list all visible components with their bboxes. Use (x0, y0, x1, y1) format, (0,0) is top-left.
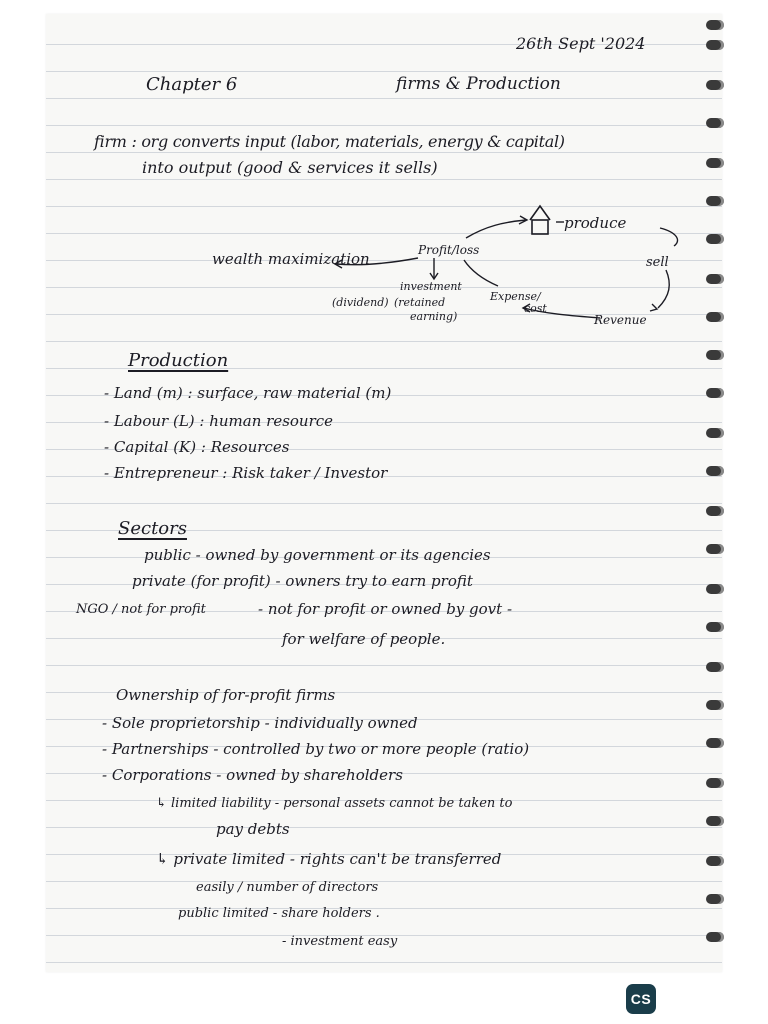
sector-public: public - owned by government or its agencies (144, 546, 491, 564)
firm-flow-diagram (46, 14, 722, 344)
sector-private: private (for profit) - owners try to earn profit (132, 572, 473, 590)
production-item-capital: - Capital (K) : Resources (104, 438, 290, 456)
camscanner-logo-icon: CS (626, 984, 656, 1014)
produce-label: produce (564, 214, 627, 232)
ownership-limited-liability: ↳ limited liability - personal assets cannot be taken to (156, 796, 513, 811)
ownership-public-limited: public limited - share holders . (178, 906, 380, 921)
firm-definition-line1: firm : org converts input (labor, materials, energy & capital) (94, 132, 565, 151)
house-icon (530, 206, 550, 234)
ownership-easily: easily / number of directors (196, 880, 379, 895)
revenue-label: Revenue (594, 313, 647, 327)
ownership-pay-debts: pay debts (216, 820, 290, 838)
firm-definition-line2: into output (good & services it sells) (142, 158, 438, 177)
investment-label: investment (400, 280, 462, 293)
ownership-sole: - Sole proprietorship - individually owned (102, 714, 418, 732)
production-heading: Production (128, 350, 229, 371)
earning-label: earning) (410, 310, 458, 323)
profit-loss-label: Profit/loss (418, 243, 480, 257)
date: 26th Sept '2024 (516, 34, 646, 53)
chapter-title: Chapter 6 (146, 74, 238, 95)
sector-notprofit-body: - not for profit or owned by govt - (258, 600, 513, 618)
notebook-page (46, 14, 722, 972)
cost-label: cost (524, 302, 547, 315)
ownership-heading: Ownership of for-profit firms (116, 686, 336, 704)
ownership-investment-easy: - investment easy (282, 934, 398, 949)
expense-label: Expense/ (490, 290, 541, 303)
sector-notprofit-prefix: NGO / not for profit (76, 602, 206, 617)
production-item-land: - Land (m) : surface, raw material (m) (104, 384, 392, 402)
sectors-heading: Sectors (118, 518, 187, 539)
sell-label: sell (646, 255, 669, 270)
spiral-binding (706, 20, 728, 960)
retained-label: (retained (394, 296, 446, 309)
sector-welfare: for welfare of people. (282, 630, 446, 648)
production-item-entrepreneur: - Entrepreneur : Risk taker / Investor (104, 464, 388, 482)
wealth-maximization-label: wealth maximization (212, 250, 370, 268)
ownership-corporation: - Corporations - owned by shareholders (102, 766, 403, 784)
ownership-partnership: - Partnerships - controlled by two or more people (ratio) (102, 740, 530, 758)
topic-title: firms & Production (396, 74, 561, 94)
ownership-private-limited: ↳ private limited - rights can't be transferred (156, 850, 502, 868)
production-item-labour: - Labour (L) : human resource (104, 412, 334, 430)
dividend-label: (dividend) (332, 296, 389, 309)
